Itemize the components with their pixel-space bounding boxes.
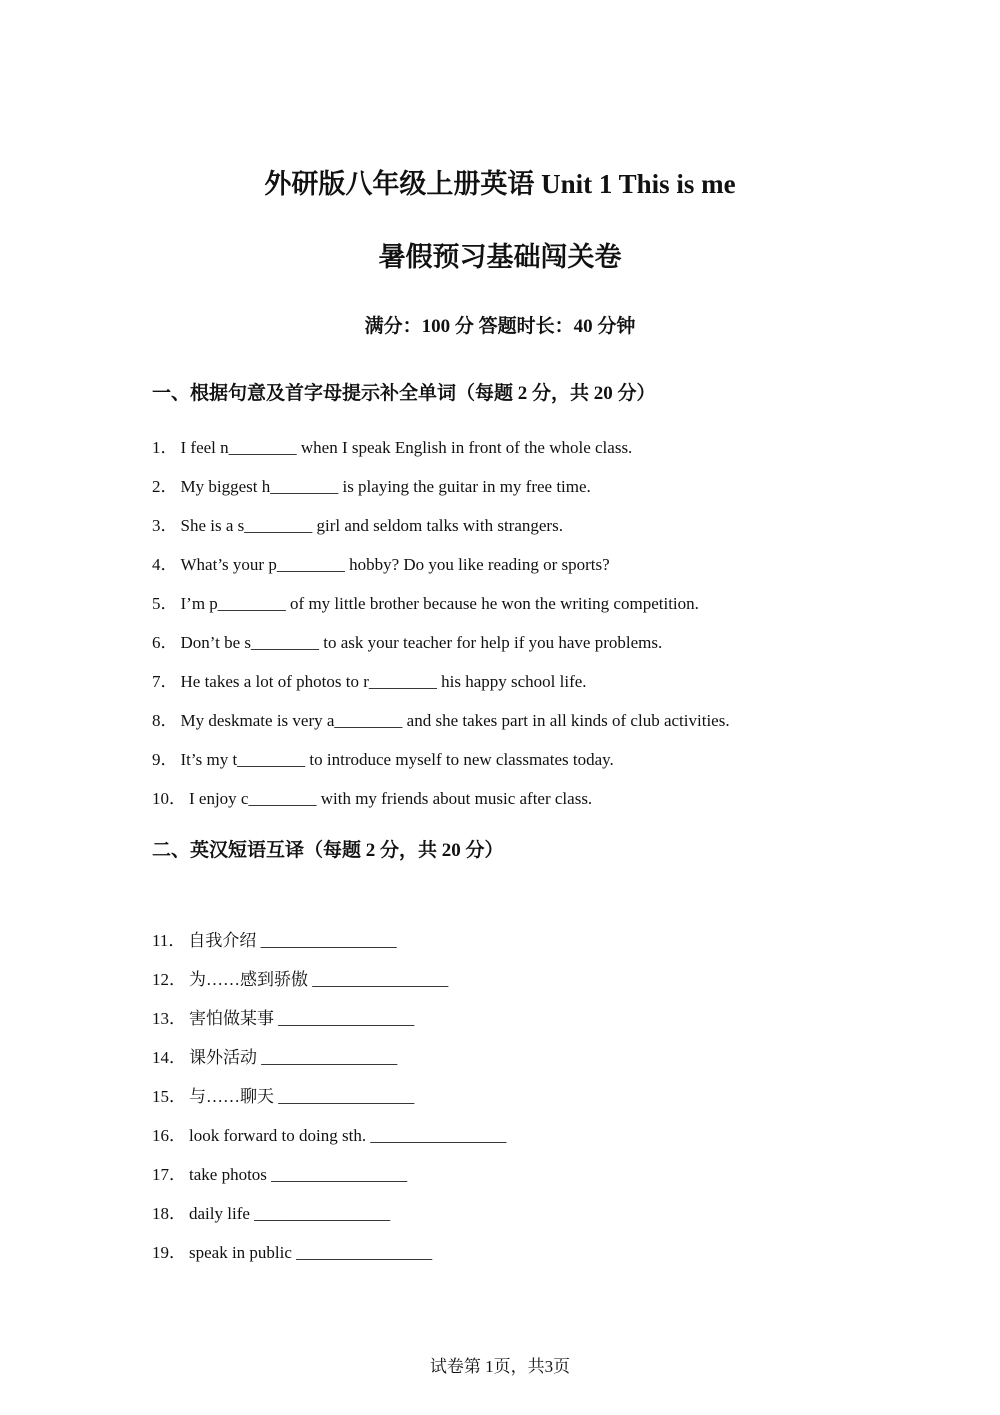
question-number: 11． (152, 931, 186, 950)
question-item (152, 787, 730, 826)
question-list-1 (152, 436, 730, 826)
question-item (152, 1124, 506, 1163)
question-text: 自我介绍 ________________ (188, 931, 397, 950)
question-text: I feel n________ when I speak English in front of the whole class. (180, 438, 633, 457)
question-number: 2． (152, 477, 178, 496)
question-item (152, 1163, 506, 1202)
document-subtitle: 暑假预习基础闯关卷 (378, 242, 622, 272)
question-text: 害怕做某事 ________________ (189, 1009, 415, 1028)
question-number: 16． (152, 1126, 186, 1145)
question-item (152, 514, 730, 553)
question-item (152, 670, 730, 709)
question-list-2 (152, 929, 506, 1280)
question-item (152, 631, 730, 670)
question-number: 3． (152, 516, 178, 535)
question-number: 6． (152, 633, 178, 652)
question-number: 7． (152, 672, 178, 691)
question-number: 1． (152, 438, 178, 457)
section-heading-2: 二、英汉短语互译（每题 2 分，共 20 分） (152, 840, 504, 861)
question-item (152, 475, 730, 514)
document-title: 外研版八年级上册英语 Unit 1 This is me (264, 169, 736, 199)
question-text: 为……感到骄傲 ________________ (189, 970, 449, 989)
question-text: 课外活动 ________________ (189, 1048, 398, 1067)
question-number: 14． (152, 1048, 186, 1067)
question-text: He takes a lot of photos to r________ his happy school life. (180, 672, 587, 691)
question-number: 12． (152, 970, 186, 989)
question-item (152, 1007, 506, 1046)
question-number: 17． (152, 1165, 186, 1184)
question-number: 9． (152, 750, 178, 769)
question-item (152, 968, 506, 1007)
question-text: 与……聊天 ________________ (189, 1087, 415, 1106)
question-item (152, 553, 730, 592)
question-number: 5． (152, 594, 178, 613)
question-text: I’m p________ of my little brother because he won the writing competition. (180, 594, 699, 613)
question-text: My biggest h________ is playing the guitar in my free time. (180, 477, 591, 496)
question-number: 10． (152, 789, 186, 808)
question-text: My deskmate is very a________ and she takes part in all kinds of club activities. (180, 711, 730, 730)
question-item (152, 1202, 506, 1241)
question-text: I enjoy c________ with my friends about music after class. (189, 789, 593, 808)
question-text: She is a s________ girl and seldom talks with strangers. (180, 516, 563, 535)
question-text: What’s your p________ hobby? Do you like reading or sports? (180, 555, 610, 574)
question-number: 4． (152, 555, 178, 574)
question-number: 13． (152, 1009, 186, 1028)
question-item (152, 709, 730, 748)
question-text: look forward to doing sth. ________________ (189, 1126, 507, 1145)
question-item (152, 748, 730, 787)
section-heading-1: 一、根据句意及首字母提示补全单词（每题 2 分，共 20 分） (152, 383, 656, 404)
exam-meta: 满分：100 分 答题时长：40 分钟 (364, 316, 636, 337)
question-text: take photos ________________ (189, 1165, 408, 1184)
question-item (152, 1046, 506, 1085)
question-text: daily life ________________ (189, 1204, 391, 1223)
question-text: speak in public ________________ (189, 1243, 433, 1262)
question-item (152, 1085, 506, 1124)
question-item (152, 1241, 506, 1280)
question-item (152, 929, 506, 968)
question-text: Don’t be s________ to ask your teacher for help if you have problems. (180, 633, 663, 652)
question-number: 15． (152, 1087, 186, 1106)
page-footer: 试卷第 1页，共3页 (429, 1357, 571, 1376)
question-number: 19． (152, 1243, 186, 1262)
question-item (152, 592, 730, 631)
question-item (152, 436, 730, 475)
question-number: 18． (152, 1204, 186, 1223)
question-number: 8． (152, 711, 178, 730)
question-text: It’s my t________ to introduce myself to new classmates today. (180, 750, 614, 769)
